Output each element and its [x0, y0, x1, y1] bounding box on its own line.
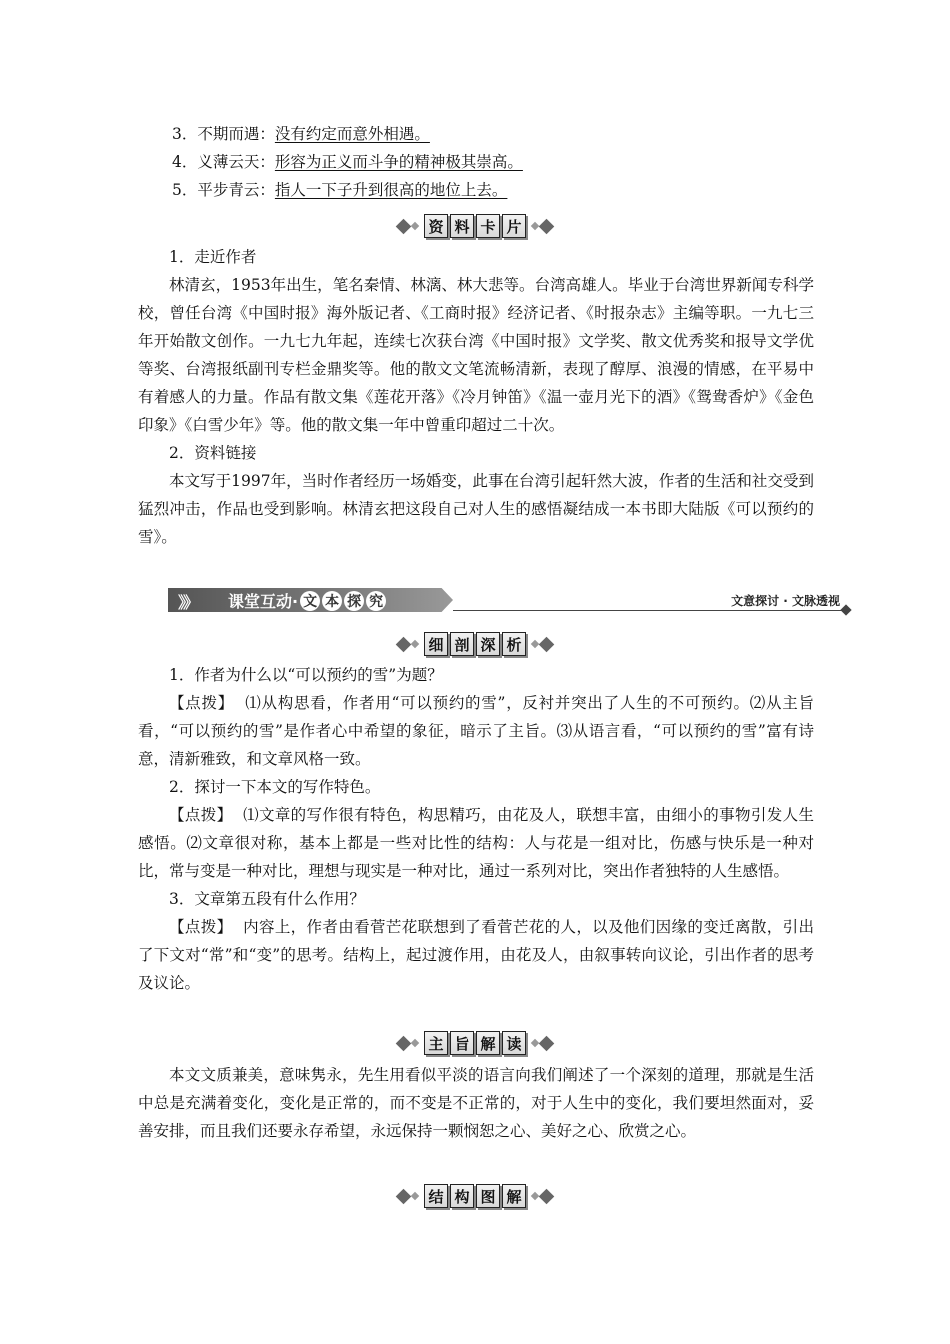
- link-body: 本文写于1997年，当时作者经历一场婚变，此事在台湾引起轩然大波，作者的生活和社交受到猛烈冲击，作品也受到影响。林清玄把这段自己对人生的感悟凝结成一本书即大陆版《可以预约的雪》。: [138, 472, 814, 546]
- question: 2．探讨一下本文的写作特色。: [169, 778, 381, 796]
- section-heading-theme: [0, 1030, 950, 1056]
- banner-circle-char: 文: [300, 591, 320, 611]
- heading-char: 解: [476, 1031, 500, 1055]
- heading-char: 旨: [450, 1031, 474, 1055]
- heading-char: 深: [476, 632, 500, 656]
- author-body: 林清玄，1953年出生，笔名秦情、林漓、林大悲等。台湾高雄人。毕业于台湾世界新闻专科学校，曾任台湾《中国时报》海外版记者、《工商时报》经济记者、《时报杂志》主编等职。一九七三年开始散文创作。一九七九年起，连续七次获台湾《中国时报》文学奖、散文优秀奖和报导文学优等奖、台湾报纸副刊专栏金鼎奖等。他的散文文笔流畅清新，表现了醇厚、浪漫的情感，在平易中有着感人的力量。作品有散文集《莲花开落》《冷月钟笛》《温一壶月光下的酒》《鸳鸯香炉》《金色印象》《白雪少年》等。他的散文集一年中曾重印超过二十次。: [138, 276, 814, 434]
- answer: [138, 689, 814, 773]
- ornament-right-icon: [532, 639, 552, 650]
- banner-circle-char: 本: [322, 591, 342, 611]
- heading-char: 图: [476, 1184, 500, 1208]
- vocab-definition: 没有约定而意外相遇。: [274, 125, 430, 143]
- ornament-left-icon: [398, 221, 418, 232]
- ornament-left-icon: [398, 639, 418, 650]
- question: 3．文章第五段有什么作用？: [169, 890, 365, 908]
- answer-text: ⑴文章的写作很有特色，构思精巧，由花及人，联想丰富，由细小的事物引发人生感悟。⑵文章很对称，基本上都是一些对比性的结构：人与花是一组对比，伤感与快乐是一种对比，常与变是一种对比，理想与现实是一种对比，通过一系列对比，突出作者独特的人生感悟。: [138, 806, 814, 880]
- heading-char: 结: [424, 1184, 448, 1208]
- section-heading-structure: [0, 1183, 950, 1209]
- banner-circle-char: 究: [366, 591, 386, 611]
- vocab-definition: 指人一下子升到很高的地位上去。: [274, 181, 508, 199]
- banner-title: [228, 589, 386, 612]
- vocab-term: 不期而遇：: [197, 125, 275, 143]
- ornament-left-icon: [398, 1038, 418, 1049]
- answer: [138, 801, 814, 885]
- theme-section: [138, 1061, 814, 1145]
- answer-label: 【点拨】: [169, 806, 233, 824]
- vocab-number: 4．: [172, 153, 198, 171]
- vocab-item: [172, 180, 507, 200]
- heading-char: 构: [450, 1184, 474, 1208]
- vocab-definition: 形容为正义而斗争的精神极其崇高。: [274, 153, 523, 171]
- heading-char: 读: [502, 1031, 526, 1055]
- section-heading-analysis: [0, 631, 950, 657]
- chevron-right-icon: 》》: [178, 593, 197, 612]
- ornament-right-icon: [532, 1038, 552, 1049]
- answer-label: 【点拨】: [169, 694, 234, 712]
- banner-subtitle: 文意探讨 · 文脉透视: [731, 594, 840, 608]
- ornament-right-icon: [532, 221, 552, 232]
- ornament-left-icon: [398, 1191, 418, 1202]
- author-section: [138, 243, 814, 551]
- heading-char: 资: [424, 214, 448, 238]
- vocab-item: [172, 152, 523, 172]
- qa-section: [138, 661, 814, 997]
- heading-char: 剖: [450, 632, 474, 656]
- answer-text: ⑴从构思看，作者用“可以预约的雪”，反衬并突出了人生的不可预约。⑵从主旨看，“可以预约的雪”是作者心中希望的象征，暗示了主旨。⑶从语言看，“可以预约的雪”富有诗意，清新雅致，和文章风格一致。: [138, 694, 814, 768]
- section-heading-card: [0, 213, 950, 239]
- link-heading: 2．资料链接: [169, 444, 257, 462]
- answer-label: 【点拨】: [169, 918, 233, 936]
- ornament-right-icon: [532, 1191, 552, 1202]
- banner-circle-char: 探: [344, 591, 364, 611]
- heading-char: 卡: [476, 214, 500, 238]
- heading-char: 析: [502, 632, 526, 656]
- vocab-number: 5．: [172, 181, 198, 199]
- heading-char: 料: [450, 214, 474, 238]
- vocab-number: 3．: [172, 125, 198, 143]
- heading-char: 细: [424, 632, 448, 656]
- banner-rule: [453, 610, 845, 611]
- theme-text: 本文文质兼美，意味隽永，先生用看似平淡的语言向我们阐述了一个深刻的道理，那就是生活中总是充满着变化，变化是正常的，而不变是不正常的，对于人生中的变化，我们要坦然面对，妥善安排，而且我们还要永存希望，永远保持一颗悯恕之心、美好之心、欣赏之心。: [138, 1066, 814, 1140]
- vocab-item: [172, 124, 430, 144]
- section-banner: [168, 586, 854, 616]
- answer: [138, 913, 814, 997]
- banner-title-part: 课堂互动·: [228, 592, 299, 611]
- vocab-term: 义薄云天：: [197, 153, 275, 171]
- question: 1．作者为什么以“可以预约的雪”为题？: [169, 666, 443, 684]
- heading-char: 主: [424, 1031, 448, 1055]
- heading-char: 片: [502, 214, 526, 238]
- vocab-term: 平步青云：: [197, 181, 275, 199]
- diamond-icon: [840, 604, 851, 615]
- heading-char: 解: [502, 1184, 526, 1208]
- answer-text: 内容上，作者由看菅芒花联想到了看菅芒花的人，以及他们因缘的变迁离散，引出了下文对“常”和“变”的思考。结构上，起过渡作用，由花及人，由叙事转向议论，引出作者的思考及议论。: [138, 918, 814, 992]
- author-heading: 1．走近作者: [169, 248, 257, 266]
